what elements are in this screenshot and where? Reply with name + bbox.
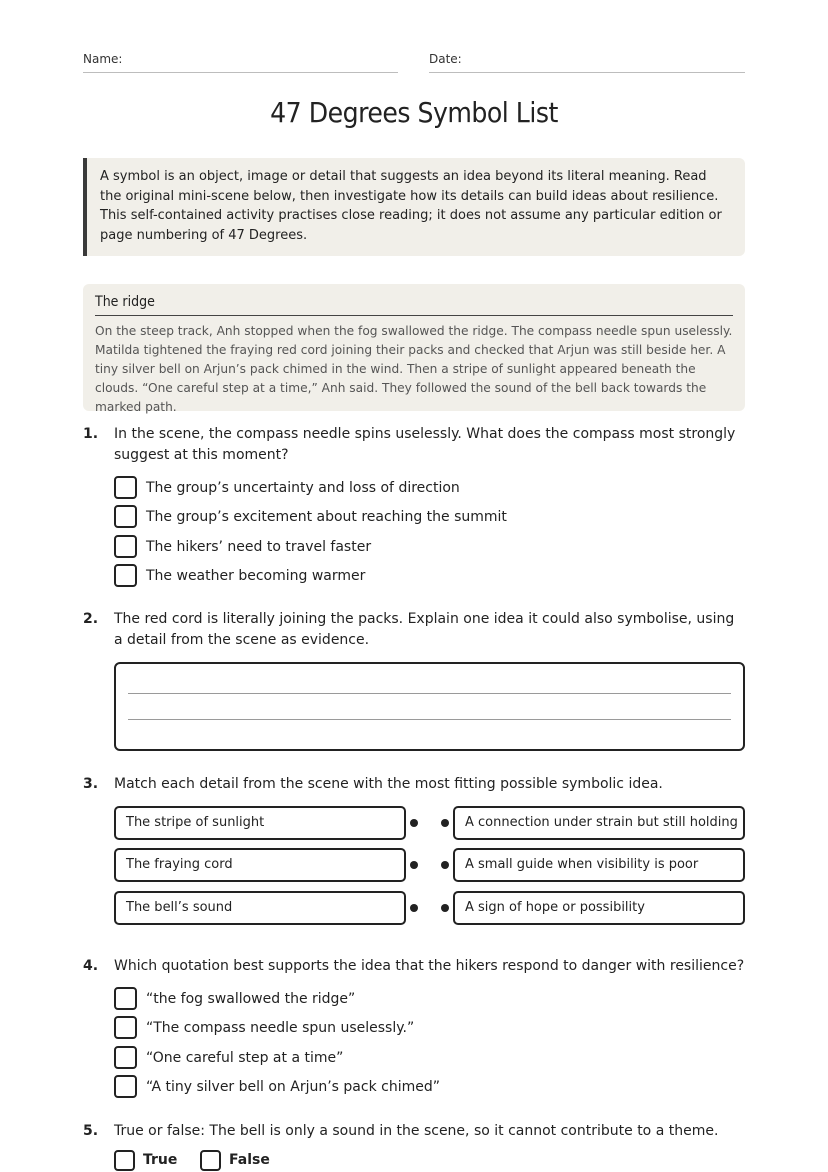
match-right-dot[interactable] <box>441 819 449 827</box>
question-number: 5. <box>83 1123 99 1139</box>
checkbox[interactable] <box>114 564 137 587</box>
intro-callout: A symbol is an object, image or detail that suggests an idea beyond its literal meaning. Read the original mini-scene below, then investigate how its details can build ideas about resilience. This self-contained activity practises close reading; it does not assume any particular edition or page numbering of 47 Degrees. <box>83 158 745 256</box>
option-label: The group’s uncertainty and loss of direction <box>146 480 460 496</box>
checkbox[interactable] <box>114 1016 137 1039</box>
option-label: “One careful step at a time” <box>146 1050 344 1066</box>
option-label: “A tiny silver bell on Arjun’s pack chimed” <box>146 1079 440 1095</box>
question-number: 4. <box>83 958 99 974</box>
option-label: The hikers’ need to travel faster <box>146 539 372 555</box>
question-3 <box>83 774 745 796</box>
question-4 <box>83 956 745 978</box>
option-label: The group’s excitement about reaching the summit <box>146 509 507 525</box>
match-right-item[interactable]: A connection under strain but still holding <box>453 806 745 840</box>
match-right-item[interactable]: A small guide when visibility is poor <box>453 848 745 882</box>
question-text: True or false: The bell is only a sound in the scene, so it cannot contribute to a theme. <box>114 1123 719 1139</box>
question-2 <box>83 609 745 653</box>
match-left-dot[interactable] <box>410 861 418 869</box>
option-label: False <box>229 1152 270 1168</box>
match-right-item[interactable]: A sign of hope or possibility <box>453 891 745 925</box>
checkbox[interactable] <box>114 1046 137 1069</box>
answer-line <box>128 693 731 694</box>
match-left-item[interactable]: The stripe of sunlight <box>114 806 406 840</box>
match-left-dot[interactable] <box>410 819 418 827</box>
true-option[interactable] <box>114 1150 184 1172</box>
question-text: Match each detail from the scene with the most fitting possible symbolic idea. <box>114 776 663 792</box>
question-5 <box>83 1121 745 1143</box>
option-label: “the fog swallowed the ridge” <box>146 991 356 1007</box>
question-number: 3. <box>83 776 99 792</box>
checkbox[interactable] <box>114 1150 135 1171</box>
question-text: The red cord is literally joining the packs. Explain one idea it could also symbolise, using a detail from the scene as evidence. <box>114 611 735 648</box>
name-field[interactable] <box>83 52 398 73</box>
date-label: Date: <box>429 52 462 66</box>
option-label: True <box>143 1152 178 1168</box>
scene-text: On the steep track, Anh stopped when the fog swallowed the ridge. The compass needle spun uselessly. Matilda tightened the fraying red cord joining their packs and checked that Arjun was still beside her. A tiny silver bell on Arjun’s pack chimed in the wind. Then a stripe of sunlight appeared beneath the clouds. “One careful step at a time,” Anh said. They followed the sound of the bell back towards the marked path. <box>95 324 733 414</box>
question-text: In the scene, the compass needle spins uselessly. What does the compass most strongly suggest at this moment? <box>114 426 736 463</box>
worksheet-header <box>83 52 745 74</box>
checkbox[interactable] <box>114 1075 137 1098</box>
date-field[interactable] <box>429 52 745 73</box>
match-left-item[interactable]: The fraying cord <box>114 848 406 882</box>
answer-box[interactable] <box>114 662 745 751</box>
false-option[interactable] <box>200 1150 280 1172</box>
checkbox[interactable] <box>114 535 137 558</box>
question-number: 1. <box>83 426 99 442</box>
option-label: The weather becoming warmer <box>146 568 366 584</box>
name-label: Name: <box>83 52 123 66</box>
answer-line <box>128 719 731 720</box>
match-right-dot[interactable] <box>441 861 449 869</box>
question-text: Which quotation best supports the idea that the hikers respond to danger with resilience? <box>114 958 745 974</box>
checkbox[interactable] <box>114 987 137 1010</box>
checkbox[interactable] <box>114 476 137 499</box>
checkbox[interactable] <box>200 1150 221 1171</box>
match-left-dot[interactable] <box>410 904 418 912</box>
scene-box <box>83 284 745 414</box>
checkbox[interactable] <box>114 505 137 528</box>
question-number: 2. <box>83 611 99 627</box>
page-title: 47 Degrees Symbol List <box>270 96 558 129</box>
match-right-dot[interactable] <box>441 904 449 912</box>
match-left-item[interactable]: The bell’s sound <box>114 891 406 925</box>
option-label: “The compass needle spun uselessly.” <box>146 1020 415 1036</box>
scene-title: The ridge <box>95 294 733 316</box>
